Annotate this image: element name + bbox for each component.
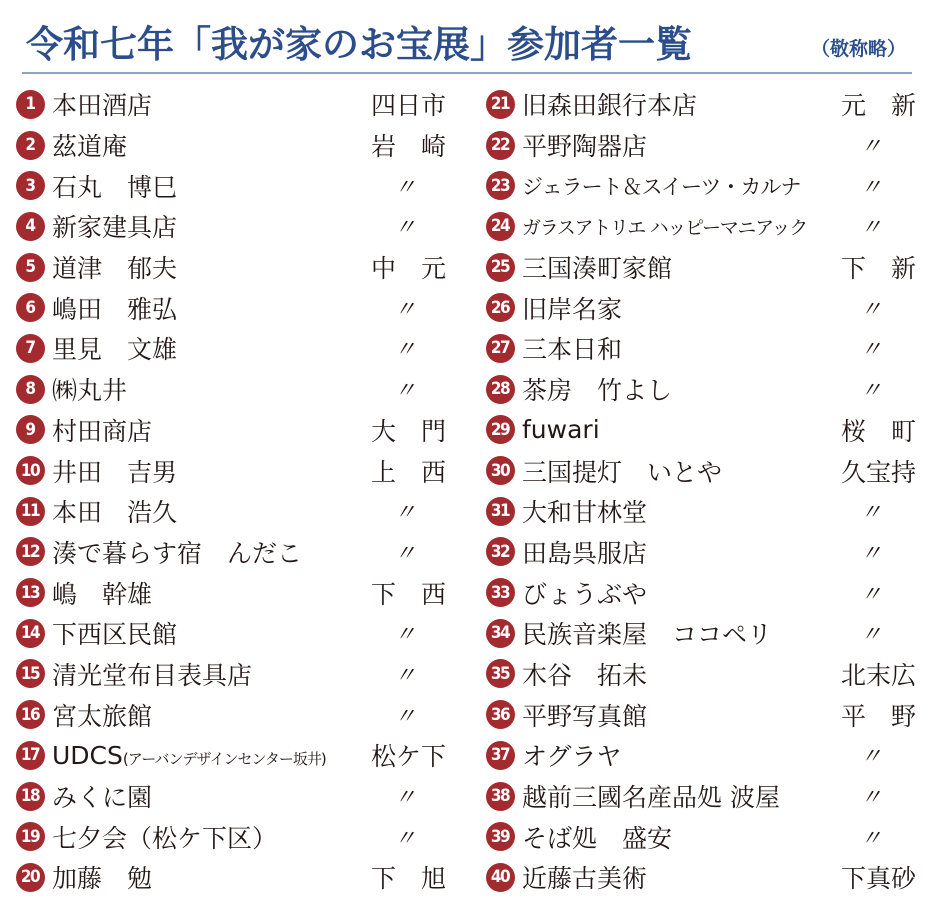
participant-name-text: 三本日和 xyxy=(522,335,623,365)
participant-name-text: 本田酒店 xyxy=(52,91,153,121)
participant-name-text: みくに園 xyxy=(52,783,153,813)
participant-row xyxy=(486,328,916,369)
participant-name-text: 嶋田 雅弘 xyxy=(52,294,178,324)
number-badge: 27 xyxy=(486,334,515,363)
number-badge: 6 xyxy=(16,293,45,322)
participant-name-text: 本田 浩久 xyxy=(52,498,178,528)
number-badge: 28 xyxy=(486,375,515,404)
participant-location: 〃 xyxy=(856,577,880,608)
participant-location: 下 新 xyxy=(837,249,916,285)
participant-row xyxy=(16,694,448,735)
participant-row xyxy=(16,328,448,369)
participant-location: 〃 xyxy=(856,130,880,161)
participant-name-text: 茶房 竹よし xyxy=(522,376,673,406)
participant-location: 松ケ下 xyxy=(367,737,446,773)
participant-row xyxy=(486,857,916,898)
participant-name xyxy=(52,615,177,651)
participant-location: 〃 xyxy=(856,170,880,201)
number-badge: 23 xyxy=(486,171,515,200)
participant-row xyxy=(16,857,448,898)
participant-name xyxy=(522,86,697,122)
number-badge: 3 xyxy=(16,171,45,200)
number-badge: 7 xyxy=(16,334,45,363)
number-badge: 13 xyxy=(16,578,45,607)
number-badge: 26 xyxy=(486,293,515,322)
number-badge: 24 xyxy=(486,212,515,241)
participant-location: 〃 xyxy=(856,211,880,242)
participant-name-text: 里見 文雄 xyxy=(52,335,178,365)
participant-name xyxy=(522,819,672,855)
participant-row xyxy=(16,287,448,328)
participant-name-text: 石丸 博巳 xyxy=(52,172,178,202)
participant-name-text: 平野陶器店 xyxy=(522,132,648,162)
participant-row xyxy=(16,613,448,654)
participant-name xyxy=(52,819,277,855)
participant-row xyxy=(486,491,916,532)
number-badge: 22 xyxy=(486,131,515,160)
participant-location: 〃 xyxy=(390,170,414,201)
participant-name xyxy=(522,615,772,651)
participant-name xyxy=(522,778,780,814)
participant-row xyxy=(486,532,916,573)
participant-name xyxy=(52,534,302,570)
participant-location: 〃 xyxy=(856,536,880,567)
number-badge: 30 xyxy=(486,456,515,485)
participant-row xyxy=(486,369,916,410)
participant-location: 〃 xyxy=(390,292,414,323)
number-badge: 12 xyxy=(16,537,45,566)
participant-location: 〃 xyxy=(856,781,880,812)
participant-name-text: 嶋 幹雄 xyxy=(52,579,153,609)
participant-name xyxy=(52,656,252,692)
participant-name-text: UDCS xyxy=(52,740,123,770)
participant-name-text: ㈱丸井 xyxy=(52,376,128,406)
participant-name-text: 平野写真館 xyxy=(522,701,648,731)
participant-name-text: 旧森田銀行本店 xyxy=(522,91,698,121)
participant-row xyxy=(16,125,448,166)
participant-name-text: 道津 郁夫 xyxy=(52,254,178,284)
participant-location: 〃 xyxy=(856,740,880,771)
number-badge: 21 xyxy=(486,90,515,119)
number-badge: 16 xyxy=(16,700,45,729)
participant-name xyxy=(522,697,647,733)
title-divider xyxy=(22,72,912,74)
participant-row xyxy=(486,776,916,817)
participant-name xyxy=(52,86,152,122)
participant-location: 〃 xyxy=(856,821,880,852)
participant-location: 〃 xyxy=(390,374,414,405)
participant-name-text: 七夕会（松ケ下区） xyxy=(52,823,278,853)
participant-column-left xyxy=(16,84,448,898)
participant-row xyxy=(16,450,448,491)
participant-location: 〃 xyxy=(390,821,414,852)
participant-name xyxy=(522,171,800,201)
participant-name-text: 三国提灯 いとや xyxy=(522,457,723,487)
participant-name xyxy=(52,453,177,489)
number-badge: 14 xyxy=(16,619,45,648)
participant-name-text: 湊で暮らす宿 んだこ xyxy=(52,538,303,568)
participant-name-text: fuwari xyxy=(522,415,600,445)
participant-name-text: ガラスアトリエ ハッピーマニアック xyxy=(522,216,807,239)
participant-location: 久宝持 xyxy=(837,453,916,489)
participant-name xyxy=(522,534,647,570)
participant-row xyxy=(16,735,448,776)
participant-row xyxy=(16,84,448,125)
participant-location: 〃 xyxy=(390,618,414,649)
participant-name xyxy=(522,290,622,326)
participant-row xyxy=(16,776,448,817)
number-badge: 32 xyxy=(486,537,515,566)
number-badge: 39 xyxy=(486,822,515,851)
number-badge: 40 xyxy=(486,863,515,892)
participant-location: 平 野 xyxy=(837,697,916,733)
participant-location: 〃 xyxy=(390,658,414,689)
participant-name xyxy=(522,371,672,407)
participant-name-text: 清光堂布目表具店 xyxy=(52,660,253,690)
number-badge: 9 xyxy=(16,415,45,444)
participant-row xyxy=(16,532,448,573)
participant-name xyxy=(52,575,152,611)
participant-name-text: ジェラート＆スイーツ・カルナ xyxy=(522,174,801,199)
participant-location: 中 元 xyxy=(367,249,446,285)
participant-name xyxy=(522,127,647,163)
participant-location: 北末広 xyxy=(837,656,916,692)
participant-location: 下真砂 xyxy=(837,859,916,895)
participant-row xyxy=(16,654,448,695)
participant-name-text: そば処 盛安 xyxy=(522,823,673,853)
participant-row xyxy=(16,572,448,613)
honorific-note: （敬称略） xyxy=(810,38,906,60)
participant-row xyxy=(16,410,448,451)
participant-name-text: 大和甘林堂 xyxy=(522,498,648,528)
number-badge: 33 xyxy=(486,578,515,607)
participant-row xyxy=(486,287,916,328)
participant-name-text: びょうぶや xyxy=(522,579,648,609)
participant-location: 〃 xyxy=(390,699,414,730)
number-badge: 15 xyxy=(16,659,45,688)
participant-name xyxy=(522,656,647,692)
participant-row xyxy=(486,410,916,451)
participant-location: 〃 xyxy=(856,496,880,527)
number-badge: 10 xyxy=(16,456,45,485)
participant-location: 元 新 xyxy=(837,86,916,122)
number-badge: 25 xyxy=(486,253,515,282)
participant-location: 上 西 xyxy=(367,453,446,489)
participant-name xyxy=(522,493,647,529)
participant-name-text: 越前三國名産品処 波屋 xyxy=(522,783,780,813)
number-badge: 2 xyxy=(16,131,45,160)
number-badge: 29 xyxy=(486,415,515,444)
participant-name xyxy=(52,330,177,366)
participant-name-text: 旧岸名家 xyxy=(522,294,623,324)
number-badge: 34 xyxy=(486,619,515,648)
participant-location: 〃 xyxy=(390,781,414,812)
participant-location: 〃 xyxy=(390,211,414,242)
participant-row xyxy=(16,369,448,410)
participant-row xyxy=(486,572,916,613)
participant-name xyxy=(522,249,672,285)
participant-name xyxy=(522,859,647,895)
participant-row xyxy=(486,654,916,695)
participant-location: 下 旭 xyxy=(367,859,446,895)
participant-location: 岩 崎 xyxy=(367,127,446,163)
participant-name-text: 三国湊町家館 xyxy=(522,254,673,284)
participant-location: 四日市 xyxy=(367,86,446,122)
participant-name xyxy=(52,741,326,770)
participant-row xyxy=(486,125,916,166)
participant-name xyxy=(522,415,600,444)
participant-name xyxy=(52,249,177,285)
participant-row xyxy=(486,816,916,857)
number-badge: 38 xyxy=(486,782,515,811)
participant-name-text: オグラヤ xyxy=(522,742,622,772)
participant-name-text: 宮太旅館 xyxy=(52,701,153,731)
participant-name xyxy=(52,168,177,204)
participant-name xyxy=(52,697,152,733)
page-title: 令和七年「我が家のお宝展」参加者一覧 xyxy=(26,23,692,66)
participant-name xyxy=(52,290,177,326)
number-badge: 36 xyxy=(486,700,515,729)
participant-name-text: 井田 吉男 xyxy=(52,457,178,487)
participant-column-right xyxy=(486,84,916,898)
participant-name-sub: (アーバンデザインセンター坂井) xyxy=(122,749,326,768)
number-badge: 35 xyxy=(486,659,515,688)
participant-name-text: 民族音楽屋 ココペリ xyxy=(522,620,773,650)
participant-row xyxy=(16,491,448,532)
participant-row xyxy=(16,206,448,247)
number-badge: 4 xyxy=(16,212,45,241)
participant-name xyxy=(522,213,807,240)
participant-location: 〃 xyxy=(390,536,414,567)
participant-name-text: 田島呉服店 xyxy=(522,538,648,568)
number-badge: 1 xyxy=(16,90,45,119)
number-badge: 20 xyxy=(16,863,45,892)
participant-location: 桜 町 xyxy=(837,412,916,448)
number-badge: 19 xyxy=(16,822,45,851)
participant-location: 下 西 xyxy=(367,575,446,611)
participant-row xyxy=(486,84,916,125)
participant-location: 〃 xyxy=(856,618,880,649)
participant-row xyxy=(16,816,448,857)
number-badge: 18 xyxy=(16,782,45,811)
participant-location: 〃 xyxy=(856,333,880,364)
participant-row xyxy=(16,247,448,288)
participant-name-text: 加藤 勉 xyxy=(52,864,153,894)
participant-location: 〃 xyxy=(390,496,414,527)
participant-name xyxy=(52,859,152,895)
participant-name xyxy=(52,208,177,244)
participant-name xyxy=(52,778,152,814)
participant-name xyxy=(52,493,177,529)
participant-name xyxy=(522,453,722,489)
participant-row xyxy=(486,613,916,654)
participant-name xyxy=(52,127,127,163)
participant-location: 〃 xyxy=(390,333,414,364)
participant-name xyxy=(52,412,152,448)
participant-row xyxy=(16,165,448,206)
participant-location: 〃 xyxy=(856,374,880,405)
participant-name-text: 村田商店 xyxy=(52,416,153,446)
number-badge: 17 xyxy=(16,741,45,770)
participant-row xyxy=(486,165,916,206)
participant-location: 大 門 xyxy=(367,412,446,448)
list-header xyxy=(22,8,912,68)
number-badge: 31 xyxy=(486,497,515,526)
number-badge: 11 xyxy=(16,497,45,526)
participant-name-text: 茲道庵 xyxy=(52,132,128,162)
participant-location: 〃 xyxy=(856,292,880,323)
participant-name-text: 木谷 拓未 xyxy=(522,660,648,690)
participant-row xyxy=(486,206,916,247)
participant-name-text: 下西区民館 xyxy=(52,620,178,650)
participant-name xyxy=(522,737,622,773)
participant-row xyxy=(486,247,916,288)
participant-name xyxy=(522,330,622,366)
number-badge: 37 xyxy=(486,741,515,770)
participant-row xyxy=(486,450,916,491)
participant-name-text: 近藤古美術 xyxy=(522,864,648,894)
participant-name xyxy=(52,371,127,407)
participant-name xyxy=(522,575,647,611)
number-badge: 5 xyxy=(16,253,45,282)
participant-name-text: 新家建具店 xyxy=(52,213,178,243)
participant-row xyxy=(486,735,916,776)
number-badge: 8 xyxy=(16,375,45,404)
participant-row xyxy=(486,694,916,735)
